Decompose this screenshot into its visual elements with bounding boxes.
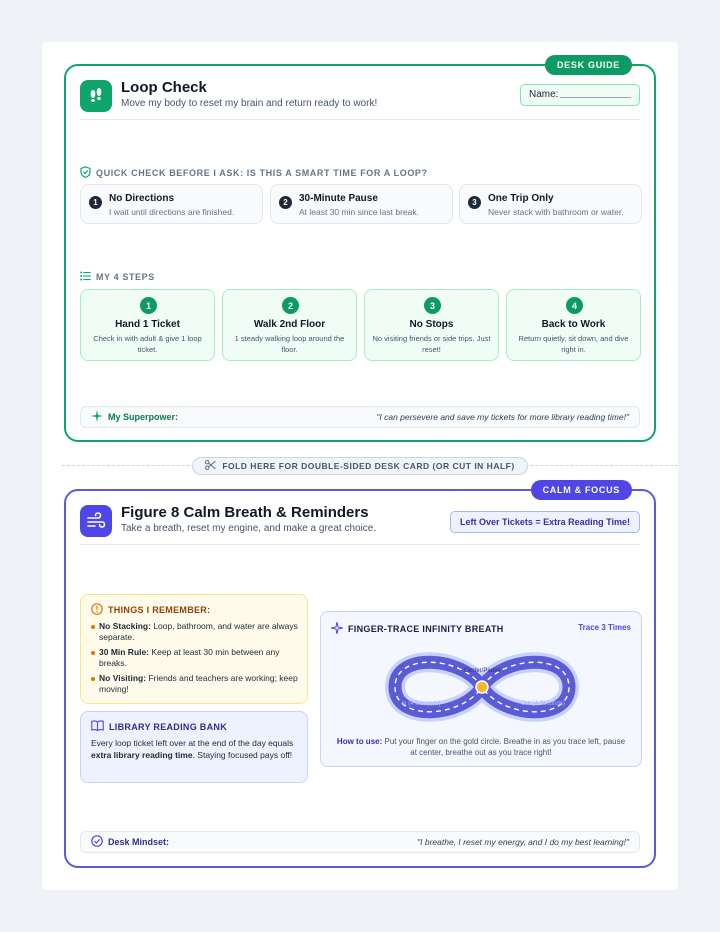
check-number: 1 — [89, 196, 102, 209]
mindset-bar — [80, 831, 640, 853]
step-title: Hand 1 Ticket — [115, 319, 180, 330]
bank-text: Every loop ticket left over at the end of the day equals extra library reading time. Staying focused pays off! — [91, 738, 294, 760]
infinity-breath-box — [320, 611, 642, 767]
gold-start-circle — [476, 681, 488, 693]
check-number: 3 — [468, 196, 481, 209]
check-number: 2 — [279, 196, 292, 209]
figure8-subtitle: Take a breath, reset my engine, and make a great choice. — [121, 523, 377, 534]
sparkle-icon — [331, 622, 343, 636]
step-number: 3 — [424, 297, 441, 314]
loop-check-card — [64, 60, 656, 442]
remember-list — [91, 621, 299, 699]
step-number: 4 — [566, 297, 583, 314]
check-title: No Directions — [109, 193, 175, 204]
infinity-figure[interactable] — [379, 648, 585, 726]
superpower-bar — [80, 406, 640, 428]
how-to-use: How to use: Put your finger on the gold circle. Breathe in as you trace left, pause at center, breathe out as you trace right! — [336, 737, 626, 757]
list-item: No Visiting: Friends and teachers are working; keep moving! — [91, 673, 299, 695]
step-title: Walk 2nd Floor — [253, 319, 326, 330]
page-subtitle: Move my body to reset my brain and return ready to work! — [121, 98, 378, 109]
step-card — [222, 289, 357, 361]
step-number: 1 — [140, 297, 157, 314]
check-desc: At least 30 min since last break. — [299, 207, 420, 217]
step-desc: 1 steady walking loop around the floor. — [234, 334, 345, 354]
step-desc: Return quietly, sit down, and dive right in. — [518, 334, 629, 354]
page-title: Loop Check — [121, 79, 207, 96]
figure-left-label: In (4 Seconds) — [401, 701, 441, 707]
quick-check-heading: QUICK CHECK BEFORE I ASK: IS THIS A SMART TIME FOR A LOOP? — [80, 166, 428, 180]
breath-heading: FINGER-TRACE INFINITY BREATH — [331, 622, 504, 636]
check-desc: Never stack with bathroom or water. — [488, 207, 624, 217]
name-label: Name: — [529, 89, 559, 100]
check-circle-icon — [91, 835, 103, 849]
name-field[interactable] — [520, 84, 640, 106]
check-card — [80, 184, 263, 224]
bank-heading: LIBRARY READING BANK — [91, 720, 227, 733]
shield-check-icon — [80, 166, 91, 180]
sparkle-icon — [91, 410, 103, 424]
check-title: 30-Minute Pause — [299, 193, 378, 204]
steps-heading: MY 4 STEPS — [80, 271, 155, 283]
trace-count: Trace 3 Times — [578, 623, 631, 632]
figure8-title: Figure 8 Calm Breath & Reminders — [121, 504, 369, 521]
book-icon — [91, 720, 104, 733]
step-desc: No visiting friends or side trips. Just reset! — [372, 334, 491, 354]
library-reading-bank-box — [80, 711, 308, 783]
mindset-label: Desk Mindset: — [91, 835, 169, 849]
remember-heading: THINGS I REMEMBER: — [91, 603, 210, 617]
check-desc: I wait until directions are finished. — [109, 207, 235, 217]
calm-focus-card — [64, 485, 656, 868]
name-line — [560, 89, 631, 98]
step-number: 2 — [282, 297, 299, 314]
step-title: No Stops — [409, 319, 454, 330]
check-card — [270, 184, 453, 224]
step-card — [506, 289, 641, 361]
step-desc: Check in with adult & give 1 loop ticket. — [93, 334, 202, 354]
check-title: One Trip Only — [488, 193, 554, 204]
list-item: 30 Min Rule: Keep at least 30 min between any breaks. — [91, 647, 299, 669]
mindset-quote: "I breathe, I reset my energy, and I do my best learning!" — [417, 837, 629, 847]
header-divider — [80, 544, 640, 545]
footprints-icon — [80, 80, 112, 112]
list-item: No Stacking: Loop, bathroom, and water are always separate. — [91, 621, 299, 643]
check-card — [459, 184, 642, 224]
alert-circle-icon — [91, 603, 103, 617]
wind-icon — [80, 505, 112, 537]
step-card — [80, 289, 215, 361]
page-sheet — [42, 42, 678, 890]
figure-right-label: Out (4 Seconds) — [521, 701, 565, 707]
tickets-badge: Left Over Tickets = Extra Reading Time! — [450, 511, 640, 533]
desk-guide-tab: DESK GUIDE — [545, 55, 632, 75]
fold-label: FOLD HERE FOR DOUBLE-SIDED DESK CARD (OR CUT IN HALF) — [192, 457, 528, 475]
scissors-icon — [205, 460, 216, 472]
header-divider — [80, 119, 640, 120]
step-title: Back to Work — [541, 319, 606, 330]
things-i-remember-box — [80, 594, 308, 704]
superpower-label: My Superpower: — [91, 410, 178, 424]
step-card — [364, 289, 499, 361]
figure-center-label: Center/Pause — [463, 668, 501, 674]
superpower-quote: "I can persevere and save my tickets for more library reading time!" — [376, 412, 629, 422]
calm-focus-tab: CALM & FOCUS — [531, 480, 632, 500]
list-icon — [80, 271, 91, 283]
